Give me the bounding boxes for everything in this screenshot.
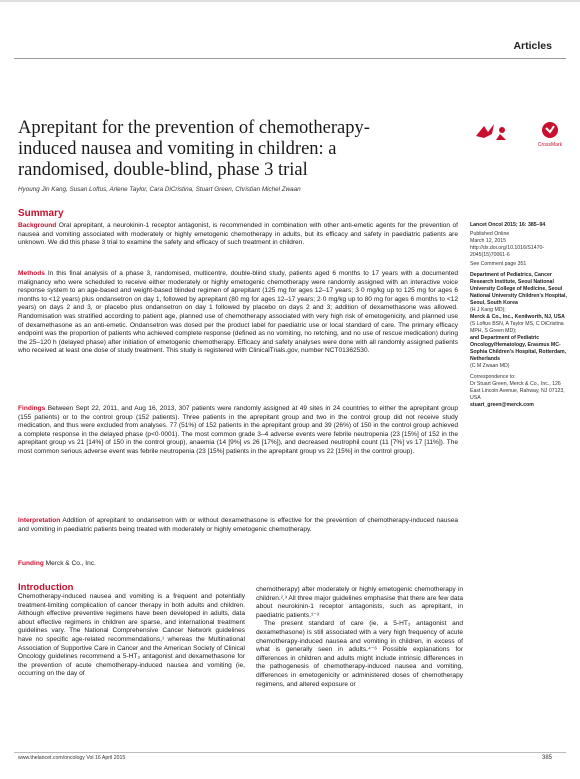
affiliation-2-note: (S Loftus BSN, A Taylor MS, C DiCristina MPH, S Green MD); — [470, 321, 564, 334]
header-icons — [470, 118, 566, 148]
intro-column-1: Chemotherapy-induced nausea and vomiting is a frequent and potentially treatment-limiting complication of cancer therapy in both adults and children. Although effective preventive regimens have been developed in adults, data about effective regimens in children are sparse, and international treatment guidelines vary. The National Comprehensive Cancer Network guidelines have no specific age-related recommendations,¹ whereas the Multinational Association of Supportive Care in Cancer and the American Society of Clinical Oncology guidelines recommend a 5-HT₃ antagonist and dexamethasone for the prevention of acute chemotherapy-induced nausea and vomiting (ie, occurring on the day of — [18, 593, 245, 678]
methods-paragraph — [18, 270, 458, 356]
intro-heading: Introduction — [18, 582, 74, 593]
findings-text: Between Sept 22, 2011, and Aug 16, 2013, 307 patients were randomly assigned at 49 sites in 24 countries to either the aprepitant group (155 patients) or to the control group (152 patients). Three patients in the aprepitant group and two in the control group did not receive study medication, and thus were excluded from analyses. 77 (51%) of 152 patients in the aprepitant group and 39 (26%) of 150 in the control group achieved a complete response in the delayed phase (p<0·0001). The most common grade 3–4 adverse events were febrile neutropenia (23 [15%] of 152 in the aprepitant group vs 21 [14%] of 150 in the control group), anaemia (14 [9%] vs 26 [17%]), and decreased neutrophil count (11 [7%] vs 17 [11%]). The most common serious adverse event was febrile neutropenia (23 [15%] patients in the aprepitant group vs 22 [15%] in the control group). — [18, 405, 458, 455]
authors: Hyoung Jin Kang, Susan Loftus, Arlene Taylor, Cara DiCristina, Stuart Green, Christian Michel Zwaan — [18, 186, 301, 193]
background-paragraph — [18, 222, 458, 248]
section-label: Articles — [513, 40, 552, 52]
footer-rule — [14, 752, 566, 753]
findings-paragraph — [18, 405, 458, 457]
background-text: Oral aprepitant, a neurokinin-1 receptor antagonist, is recommended in combination with other anti-emetic agents for the prevention of nausea and vomiting associated with moderately or highly emetogenic chemotherapy in adults, but its efficacy and safety in paediatric patients are unknown. We did this phase 3 trial to examine the safety and efficacy of such treatment in children. — [18, 222, 459, 247]
intro-col2-paragraph-1: chemotherapy) after moderately or highly emetogenic chemotherapy in children.²,³ All three major guidelines emphasise that there are few data about neurokinin-1 receptor antagonists, such as aprepitant, in paediatric patients.¹⁻³ — [256, 586, 463, 619]
funding-label: Funding — [18, 560, 44, 567]
top-rule — [0, 0, 580, 2]
article-title: Aprepitant for the prevention of chemotherapy-induced nausea and vomiting in children: a randomised, double-blind, phase 3 trial — [18, 118, 370, 180]
published-date: March 12, 2015 — [470, 238, 507, 244]
affiliation-1-note: (H J Kang MD); — [470, 307, 506, 313]
sidebar — [470, 222, 570, 409]
crossmark-icon[interactable] — [538, 122, 563, 148]
findings-label: Findings — [18, 405, 46, 412]
affiliation-2: Merck & Co., Inc., Kenilworth, NJ, USA — [470, 314, 565, 320]
correspondence-email[interactable]: stuart_green@merck.com — [470, 402, 534, 408]
methods-label: Methods — [18, 270, 45, 277]
doi-link[interactable]: http://dx.doi.org/10.1016/S1470-2045(15)70061-6 — [470, 245, 545, 258]
header-rule — [14, 58, 566, 59]
affiliation-3-note: (C M Zwaan MD) — [470, 363, 510, 369]
funding-text: Merck & Co., Inc. — [45, 560, 96, 567]
affiliation-3: and Department of Pediatric Oncology/Hematology, Erasmus MC-Sophia Children's Hospital, Rotterdam, Netherlands — [470, 335, 567, 362]
page-number: 385 — [541, 755, 552, 761]
affiliation-1: Department of Pediatrics, Cancer Research Institute, Seoul National University College of Medicine, Seoul National University Children's Hospital, Seoul, South Korea — [470, 272, 567, 306]
journal-ref: Lancet Oncol 2015; 16: 385–94 — [470, 222, 546, 228]
footer-journal[interactable]: www.thelancet.com/oncology Vol 16 April 2015 — [18, 755, 126, 761]
correspondence-label: Correspondence to: — [470, 374, 516, 380]
svg-text:CrossMark: CrossMark — [537, 142, 563, 148]
intro-col2-paragraph-2: The present standard of care (ie, a 5-HT₃ antagonist and dexamethasone) is still associated with a very high frequency of acute chemotherapy-induced nausea and vomiting in children, in excess of what is generally seen in adults.⁴⁻⁶ Possible explanations for differences in children and adults might include intrinsic differences in the pathogenesis of chemotherapy-induced nausea and vomiting, differences in emetogenicity or administered doses of chemotherapy regimens, and altered exposure or — [256, 620, 463, 688]
lancet-bird-icon — [476, 124, 506, 140]
funding-paragraph — [18, 560, 458, 569]
correspondence-text: Dr Stuart Green, Merck & Co., Inc., 126 East Lincoln Avenue, Rahway, NJ 07123, USA — [470, 381, 565, 401]
methods-text: In this final analysis of a phase 3, randomised, multicentre, double-blind study, patients aged 6 months to 17 years with a documented malignancy who were scheduled to receive either moderately or highly emetogenic chemotherapy were randomly assigned with an interactive voice response system to an age-based and weight-based blinded regimen of aprepitant (125 mg for ages 12–17 years; 3·0 mg/kg up to 125 mg for ages 6 months to <12 years) plus ondansetron on day 1, followed by aprepitant (80 mg for ages 12–17 years; 2·0 mg/kg up to 80 mg for ages 6 months to <12 years) on days 2 and 3, or placebo plus ondansetron on day 1 followed by placebo on days 2 and 3; addition of dexamethasone was allowed. Randomisation was stratified according to patient age, planned use of chemotherapy associated with very high risk of emetogenicity, and planned use of dexamethasone as an anti-emetic. Ondansetron was dosed per the product label for paediatric use or local standard of care. The primary efficacy endpoint was the proportion of patients who achieved complete response (defined as no vomiting, no retching, and no use of rescue medication) during the 25–120 h (delayed phase) after initiation of emetogenic chemotherapy. Efficacy and safety analyses were done with all randomly assigned patients who received at least one dose of study treatment. This study is registered with ClinicalTrials.gov, number NCT01362530. — [18, 270, 458, 355]
intro-column-2 — [256, 586, 463, 689]
interpretation-paragraph — [18, 517, 458, 534]
published-online: Published Online — [470, 231, 510, 237]
interpretation-label: Interpretation — [18, 517, 61, 524]
interpretation-text: Addition of aprepitant to ondansetron with or without dexamethasone is effective for the prevention of chemotherapy-induced nausea and vomiting in paediatric patients being treated with moderately or highly emetogenic chemotherapy. — [18, 517, 458, 533]
summary-heading: Summary — [18, 208, 64, 219]
see-comment-link[interactable]: See Comment page 351 — [470, 261, 527, 267]
background-label: Background — [18, 222, 57, 229]
